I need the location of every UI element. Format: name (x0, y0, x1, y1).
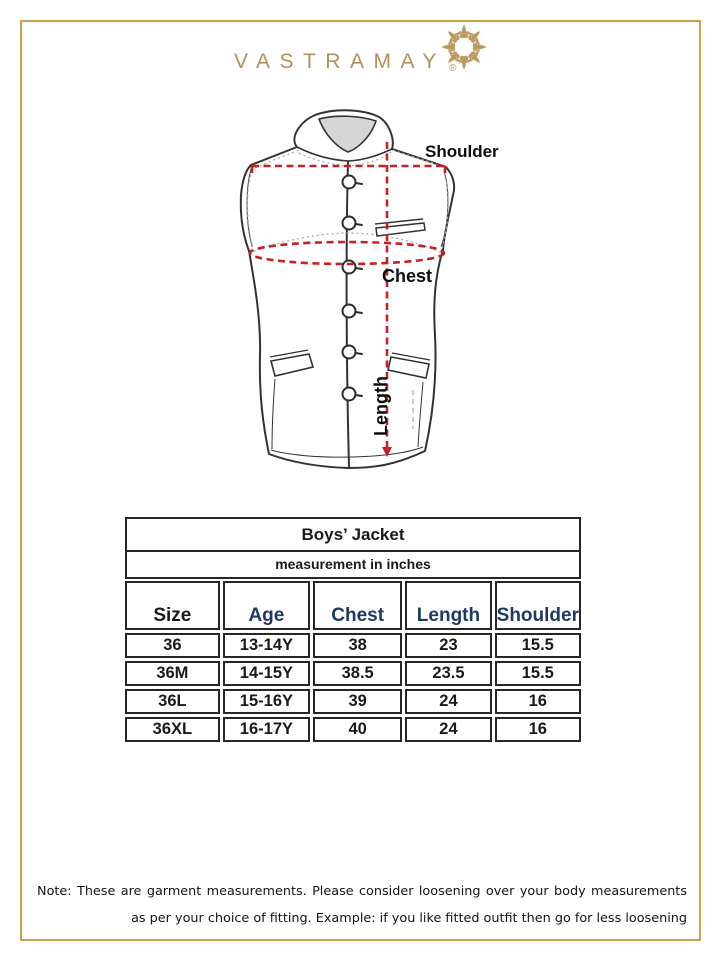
size-chart-table (125, 517, 581, 745)
table-cell: 36XL (125, 717, 220, 742)
table-cell: 15-16Y (223, 689, 310, 714)
table-cell: 36L (125, 689, 220, 714)
size-chart-subtitle: measurement in inches (275, 556, 431, 572)
table-cell: 13-14Y (223, 633, 310, 658)
brand-logo-text: VASTRAMAY (234, 50, 446, 73)
table-cell: 15.5 (495, 633, 581, 658)
table-row (125, 633, 581, 658)
measurement-grid (122, 578, 584, 745)
table-cell: 24 (405, 689, 491, 714)
table-cell: 38 (313, 633, 402, 658)
table-cell: 24 (405, 717, 491, 742)
column-header-shoulder: Shoulder (495, 581, 581, 630)
column-header-chest: Chest (313, 581, 402, 630)
note-line-1: Note: These are garment measurements. Please consider loosening over your body measurements (37, 884, 687, 899)
table-cell: 16 (495, 717, 581, 742)
registered-trademark-symbol: ® (449, 63, 457, 74)
table-cell: 40 (313, 717, 402, 742)
table-cell: 23.5 (405, 661, 491, 686)
table-row (125, 717, 581, 742)
column-header-size: Size (125, 581, 220, 630)
table-row (125, 689, 581, 714)
table-cell: 23 (405, 633, 491, 658)
table-row (125, 661, 581, 686)
size-chart-title: Boys’ Jacket (127, 519, 579, 552)
chest-label: Chest (382, 266, 433, 286)
table-cell: 14-15Y (223, 661, 310, 686)
column-header-row (125, 581, 581, 630)
column-header-length: Length (405, 581, 491, 630)
shoulder-label: Shoulder (425, 142, 499, 161)
table-cell: 16 (495, 689, 581, 714)
note-line-2: as per your choice of fitting. Example: if you like fitted outfit then go for less loosening (131, 911, 687, 926)
table-cell: 39 (313, 689, 402, 714)
jacket-measurement-diagram (185, 95, 535, 535)
table-cell: 38.5 (313, 661, 402, 686)
column-header-age: Age (223, 581, 310, 630)
table-cell: 36M (125, 661, 220, 686)
table-cell: 15.5 (495, 661, 581, 686)
length-label: Length (371, 376, 391, 436)
measurement-note (37, 878, 687, 932)
table-cell: 36 (125, 633, 220, 658)
mandala-swirl-icon (436, 21, 492, 73)
size-chart-header-box (125, 517, 581, 579)
table-cell: 16-17Y (223, 717, 310, 742)
